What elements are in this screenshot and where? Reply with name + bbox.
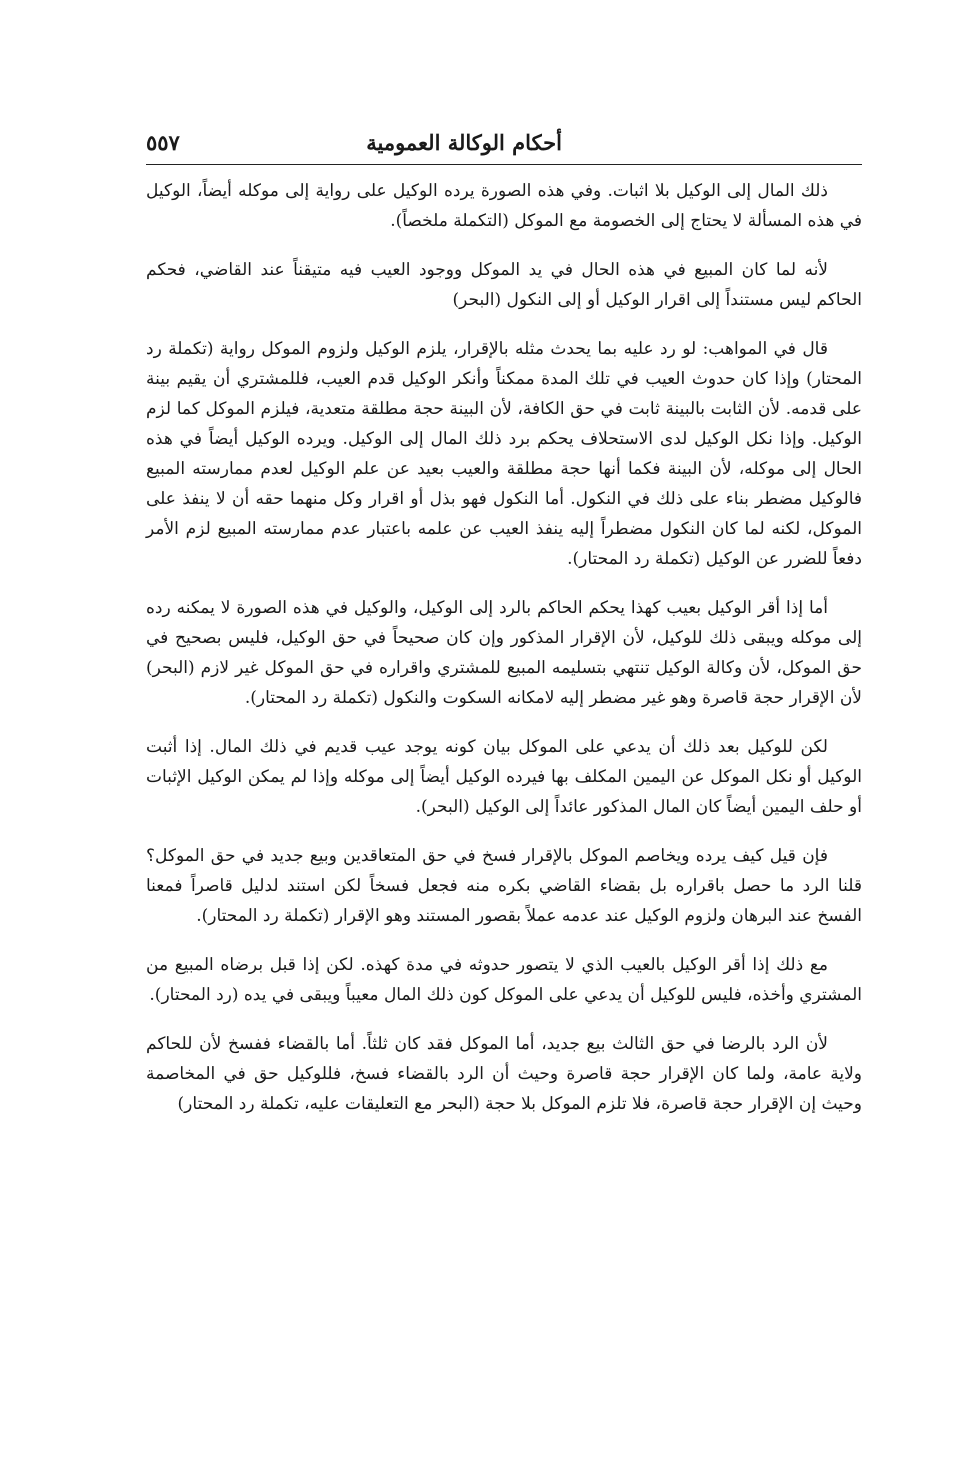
page-number: ٥٥٧ (146, 130, 180, 155)
body-text (146, 176, 862, 1394)
paragraph: أما إذا أقر الوكيل بعيب كهذا يحكم الحاكم بالرد إلى الوكيل، والوكيل في هذه الصورة لا يمكنه رده إلى موكله ويبقى ذلك للوكيل، لأن الإقرار المذكور وإن كان صحيحاً في حق الوكيل، فليس بصحيح في حق الموكل، لأن وكالة الوكيل تنتهي بتسليمه المبيع للمشتري واقراره في حق الموكل غير لازم (البحر) لأن الإقرار حجة قاصرة وهو غير مضطر إليه لامكانه السكوت والنكول (تكملة رد المحتار). (146, 598, 862, 708)
running-title: أحكام الوكالة العمومية (366, 130, 562, 155)
paragraph: لأن الرد بالرضا في حق الثالث بيع جديد، أما الموكل فقد كان ثلثاً. أما بالقضاء ففسخ لأن للحاكم ولاية عامة، ولما كان الإقرار حجة قاصرة وحيث أن الرد بالقضاء فسخ، فللوكيل حق في المخاصمة وحيث إن الإقرار حجة قاصرة، فلا تلزم الموكل بلا حجة (البحر مع التعليقات عليه، تكملة رد المحتار) (146, 1034, 862, 1114)
paragraph: قال في المواهب: لو رد عليه بما يحدث مثله بالإقرار، يلزم الوكيل ولزوم الموكل رواية (تكملة رد المحتار) وإذا كان حدوث العيب في تلك المدة ممكناً وأنكر الوكيل قدم العيب، فللمشتري أن يقيم بينة على قدمه. لأن الثابت بالبينة ثابت في حق الكافة، لأن البينة حجة مطلقة متعدية، فيلزم الموكل كما لزم الوكيل. وإذا نكل الوكيل لدى الاستحلاف يحكم برد ذلك المال إلى الوكيل. ويرده الوكيل أيضاً في هذه الحال إلى موكله، لأن البينة فكما أنها حجة مطلقة والعيب بعيد عن علم الوكيل لعدم ممارسته المبيع فالوكيل مضطر بناء على ذلك في النكول. أما النكول فهو بذل أو اقرار وكل منهما حقه أن لا ينفذ على الموكل، لكنه لما كان النكول مضطراً إليه ينفذ العيب عن علمه باعتبار عدم ممارسته المبيع لزم الأمر دفعاً للضرر عن الوكيل (تكملة رد المحتار). (146, 339, 862, 569)
page-header (146, 124, 862, 165)
paragraph: مع ذلك إذا أقر الوكيل بالعيب الذي لا يتصور حدوثه في مدة كهذه. لكن إذا قبل برضاه المبيع من المشتري وأخذه، فليس للوكيل أن يدعي على الموكل كون ذلك المال معيباً ويبقى في يده (رد المحتار). (146, 955, 862, 1005)
paragraph: ذلك المال إلى الوكيل بلا اثبات. وفي هذه الصورة يرده الوكيل على رواية إلى موكله أيضاً، الوكيل في هذه المسألة لا يحتاج إلى الخصومة مع الموكل (التكملة ملخصاً). (146, 181, 862, 231)
paragraph: لأنه لما كان المبيع في هذه الحال في يد الموكل ووجود العيب فيه متيقناً عند القاضي، فحكم الحاكم ليس مستنداً إلى اقرار الوكيل أو إلى النكول (البحر) (146, 260, 862, 310)
paragraph: لكن للوكيل بعد ذلك أن يدعي على الموكل بيان كونه يوجد عيب قديم في ذلك المال. إذا أثبت الوكيل أو نكل الموكل عن اليمين المكلف بها فيرده الوكيل أيضاً إلى موكله وإذا لم يمكن الوكيل الإثبات أو حلف اليمين أيضاً كان المال المذكور عائداً إلى الوكيل (البحر). (146, 737, 862, 817)
paragraph: فإن قيل كيف يرده ويخاصم الموكل بالإقرار فسخ في حق المتعاقدين وبيع جديد في حق الموكل؟ قلنا الرد ما حصل باقراره بل بقضاء القاضي بكره منه فجعل فسخاً لكن استند لدليل قاصراً فمعنا الفسخ عند البرهان ولزوم الوكيل عند عدمه عملاً بقصور المستند وهو الإقرار (تكملة رد المحتار). (146, 846, 862, 926)
